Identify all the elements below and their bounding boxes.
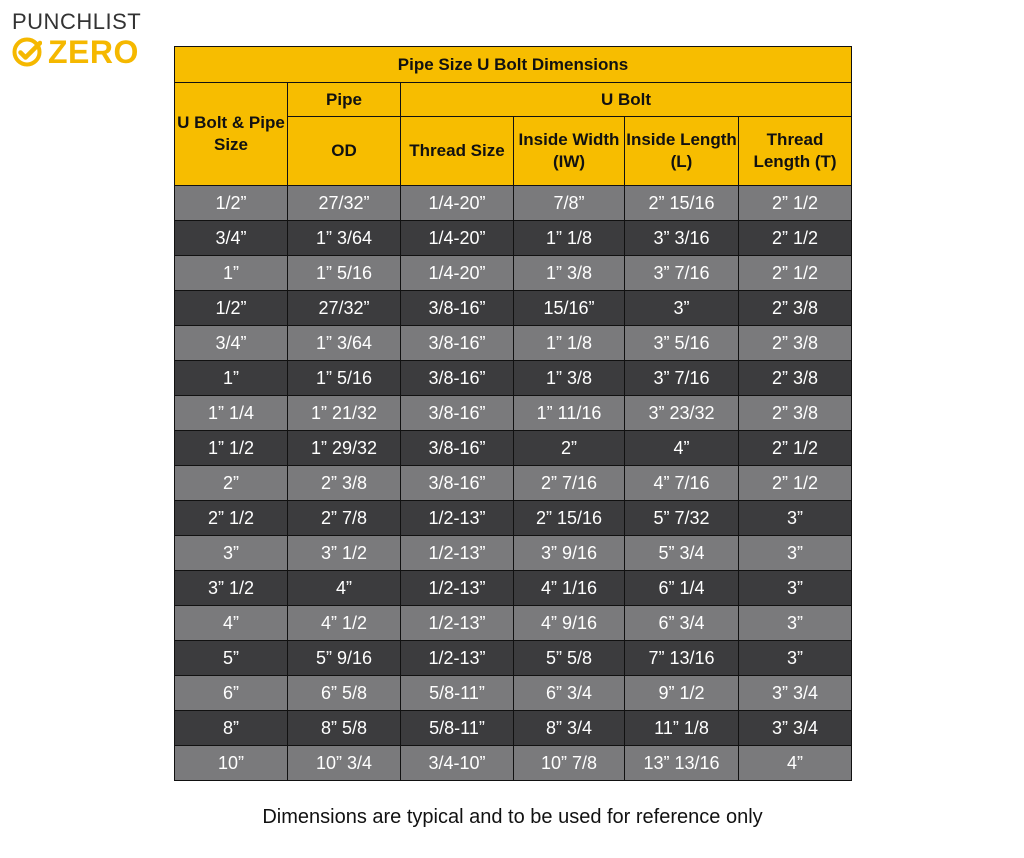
header-thread-length: Thread Length (T) [739,117,852,186]
cell-pipe-size: 6” [175,676,288,711]
cell-thread-size: 3/8-16” [401,361,514,396]
cell-od: 5” 9/16 [288,641,401,676]
cell-thread-size: 5/8-11” [401,676,514,711]
cell-inside-width: 3” 9/16 [514,536,625,571]
cell-thread-size: 3/8-16” [401,326,514,361]
cell-pipe-size: 2” [175,466,288,501]
table-row [175,641,852,676]
cell-od: 1” 5/16 [288,256,401,291]
cell-inside-width: 2” 15/16 [514,501,625,536]
cell-pipe-size: 1” 1/4 [175,396,288,431]
cell-inside-width: 2” 7/16 [514,466,625,501]
cell-od: 4” [288,571,401,606]
cell-pipe-size: 3/4” [175,326,288,361]
table-row [175,361,852,396]
cell-pipe-size: 1” [175,256,288,291]
cell-inside-length: 6” 3/4 [625,606,739,641]
cell-inside-width: 7/8” [514,186,625,221]
cell-od: 1” 3/64 [288,221,401,256]
cell-inside-width: 10” 7/8 [514,746,625,781]
cell-thread-size: 3/8-16” [401,466,514,501]
cell-thread-length: 2” 3/8 [739,326,852,361]
cell-pipe-size: 5” [175,641,288,676]
cell-pipe-size: 4” [175,606,288,641]
cell-thread-size: 3/4-10” [401,746,514,781]
logo-top-text: PUNCHLIST [12,9,142,34]
cell-inside-width: 1” 3/8 [514,361,625,396]
cell-od: 2” 7/8 [288,501,401,536]
cell-thread-size: 1/2-13” [401,571,514,606]
table-row [175,536,852,571]
cell-pipe-size: 1” 1/2 [175,431,288,466]
cell-thread-size: 1/2-13” [401,536,514,571]
cell-thread-length: 2” 3/8 [739,291,852,326]
cell-od: 1” 5/16 [288,361,401,396]
header-ubolt-group: U Bolt [401,83,852,117]
cell-thread-length: 3” 3/4 [739,676,852,711]
cell-pipe-size: 1” [175,361,288,396]
cell-inside-length: 4” 7/16 [625,466,739,501]
cell-pipe-size: 2” 1/2 [175,501,288,536]
cell-thread-size: 3/8-16” [401,396,514,431]
cell-inside-width: 2” [514,431,625,466]
cell-thread-size: 1/2-13” [401,641,514,676]
cell-inside-length: 4” [625,431,739,466]
cell-od: 4” 1/2 [288,606,401,641]
cell-thread-length: 2” 1/2 [739,221,852,256]
cell-inside-length: 9” 1/2 [625,676,739,711]
cell-od: 3” 1/2 [288,536,401,571]
cell-thread-size: 5/8-11” [401,711,514,746]
cell-pipe-size: 3/4” [175,221,288,256]
cell-inside-length: 5” 3/4 [625,536,739,571]
header-inside-length: Inside Length (L) [625,117,739,186]
logo-bottom-text: ZERO [48,34,139,70]
u-bolt-dimensions-table [174,46,852,781]
table-title: Pipe Size U Bolt Dimensions [175,47,852,83]
cell-od: 27/32” [288,291,401,326]
cell-inside-length: 2” 15/16 [625,186,739,221]
cell-thread-length: 2” 3/8 [739,361,852,396]
table-row [175,466,852,501]
cell-inside-length: 3” 7/16 [625,256,739,291]
cell-od: 6” 5/8 [288,676,401,711]
cell-inside-width: 4” 1/16 [514,571,625,606]
header-od: OD [288,117,401,186]
cell-thread-length: 2” 3/8 [739,396,852,431]
table-row [175,571,852,606]
cell-pipe-size: 10” [175,746,288,781]
cell-thread-length: 3” [739,536,852,571]
table-row [175,711,852,746]
cell-inside-width: 5” 5/8 [514,641,625,676]
cell-thread-size: 3/8-16” [401,291,514,326]
cell-pipe-size: 8” [175,711,288,746]
table-row [175,746,852,781]
logo-bottom [12,36,152,68]
cell-od: 2” 3/8 [288,466,401,501]
table-row [175,186,852,221]
cell-thread-length: 3” [739,571,852,606]
table-row [175,606,852,641]
table-row [175,221,852,256]
cell-od: 1” 29/32 [288,431,401,466]
cell-thread-length: 3” 3/4 [739,711,852,746]
cell-thread-length: 3” [739,641,852,676]
cell-od: 1” 3/64 [288,326,401,361]
cell-inside-length: 3” 23/32 [625,396,739,431]
footnote: Dimensions are typical and to be used for reference only [262,806,763,828]
table-row [175,396,852,431]
cell-inside-length: 13” 13/16 [625,746,739,781]
cell-thread-length: 2” 1/2 [739,186,852,221]
cell-inside-width: 1” 3/8 [514,256,625,291]
cell-od: 8” 5/8 [288,711,401,746]
cell-pipe-size: 1/2” [175,186,288,221]
cell-inside-width: 6” 3/4 [514,676,625,711]
cell-pipe-size: 1/2” [175,291,288,326]
cell-thread-length: 2” 1/2 [739,431,852,466]
cell-thread-size: 1/4-20” [401,221,514,256]
table-row [175,326,852,361]
cell-inside-length: 3” 5/16 [625,326,739,361]
cell-thread-size: 3/8-16” [401,431,514,466]
cell-od: 1” 21/32 [288,396,401,431]
header-pipe-group: Pipe [288,83,401,117]
table-row [175,291,852,326]
cell-pipe-size: 3” 1/2 [175,571,288,606]
cell-inside-width: 4” 9/16 [514,606,625,641]
punchlist-zero-logo [12,10,152,72]
cell-inside-length: 3” 3/16 [625,221,739,256]
cell-inside-length: 11” 1/8 [625,711,739,746]
table-row [175,256,852,291]
cell-thread-size: 1/2-13” [401,501,514,536]
cell-thread-length: 3” [739,606,852,641]
cell-od: 27/32” [288,186,401,221]
cell-inside-width: 15/16” [514,291,625,326]
cell-inside-length: 3” 7/16 [625,361,739,396]
cell-thread-size: 1/4-20” [401,256,514,291]
check-circle-icon [12,37,42,67]
cell-thread-length: 4” [739,746,852,781]
cell-inside-length: 7” 13/16 [625,641,739,676]
cell-pipe-size: 3” [175,536,288,571]
cell-od: 10” 3/4 [288,746,401,781]
cell-inside-width: 1” 11/16 [514,396,625,431]
table-row [175,676,852,711]
cell-inside-length: 3” [625,291,739,326]
table-body [175,186,852,781]
table-row [175,431,852,466]
table-row [175,501,852,536]
cell-thread-size: 1/4-20” [401,186,514,221]
header-inside-width: Inside Width (IW) [514,117,625,186]
cell-thread-size: 1/2-13” [401,606,514,641]
cell-inside-width: 1” 1/8 [514,221,625,256]
header-ubolt-pipe-size: U Bolt & Pipe Size [175,83,288,186]
cell-inside-width: 8” 3/4 [514,711,625,746]
cell-inside-length: 5” 7/32 [625,501,739,536]
cell-thread-length: 2” 1/2 [739,466,852,501]
cell-inside-length: 6” 1/4 [625,571,739,606]
cell-thread-length: 3” [739,501,852,536]
cell-thread-length: 2” 1/2 [739,256,852,291]
cell-inside-width: 1” 1/8 [514,326,625,361]
header-thread-size: Thread Size [401,117,514,186]
